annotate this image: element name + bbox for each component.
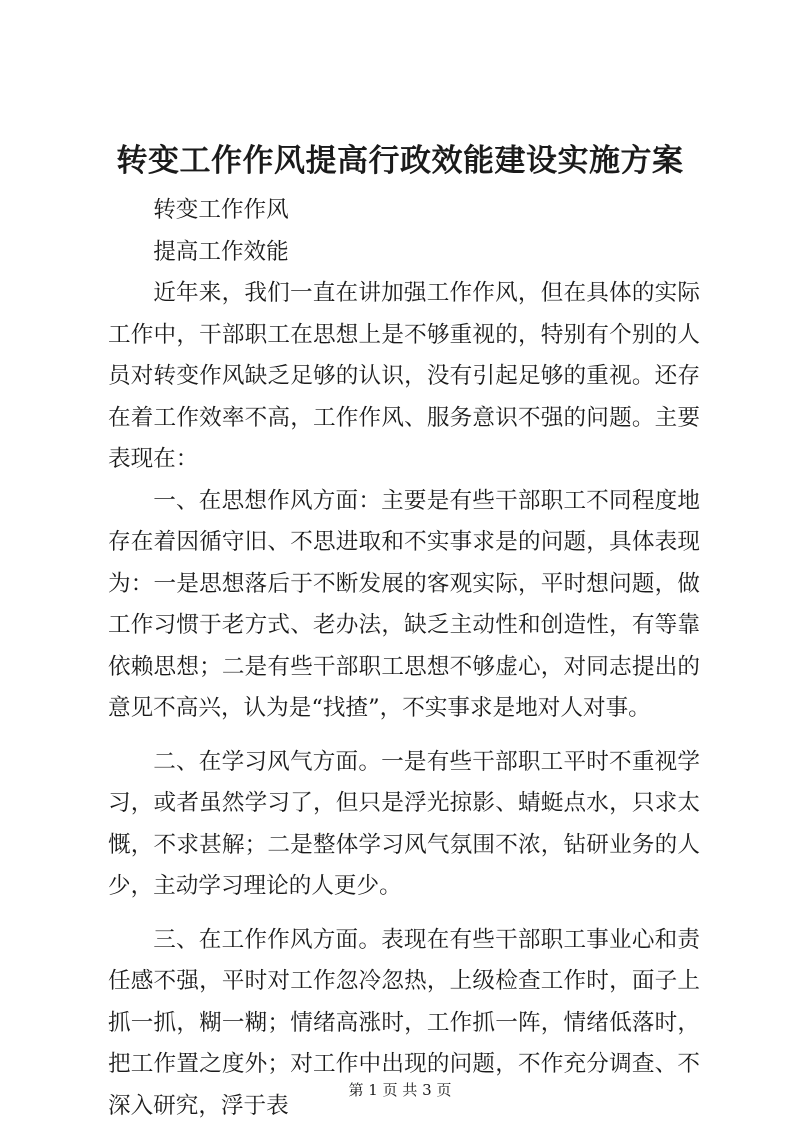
paragraph-intro: 近年来，我们一直在讲加强工作作风，但在具体的实际工作中，干部职工在思想上是不够重视的，特别有个别的人员对转变作风缺乏足够的认识，没有引起足够的重视。还存在着工作效率不高，工作作风、服务意识不强的问题。主要表现在： — [108, 280, 700, 472]
subheading: 转变工作作风 — [153, 197, 289, 223]
document-body — [108, 190, 700, 1127]
document-title: 转变工作作风提高行政效能建设实施方案 — [116, 143, 684, 179]
page-number-footer: 第 1 页 共 3 页 — [348, 1081, 452, 1099]
subheading: 提高工作效能 — [153, 238, 289, 265]
paragraph-work-style: 三、在工作作风方面。表现在有些干部职工事业心和责任感不强，平时对工作忽冷忽热，上级检查工作时，面子上抓一抓，糊一糊；情绪高涨时，工作抓一阵，情绪低落时，把工作置之度外；对工作中出现的问题，不作充分调查、不深入研究，浮于表 — [108, 926, 700, 1119]
paragraph-thought-style: 一、在思想作风方面：主要是有些干部职工不同程度地存在着因循守旧、不思进取和不实事求是的问题，具体表现为：一是思想落后于不断发展的客观实际，平时想问题，做工作习惯于老方式、老办法，缺乏主动性和创造性，有等靠依赖思想；二是有些干部职工思想不够虚心，对同志提出的意见不高兴，认为是“找揸”，不实事求是地对人对事。 — [108, 487, 700, 721]
paragraph-study-style: 二、在学习风气方面。一是有些干部职工平时不重视学习，或者虽然学习了，但只是浮光掠影、蜻蜓点水，只求太慨，不求甚解；二是整体学习风气氛围不浓，钻研业务的人少，主动学习理论的人更少。 — [108, 748, 700, 899]
